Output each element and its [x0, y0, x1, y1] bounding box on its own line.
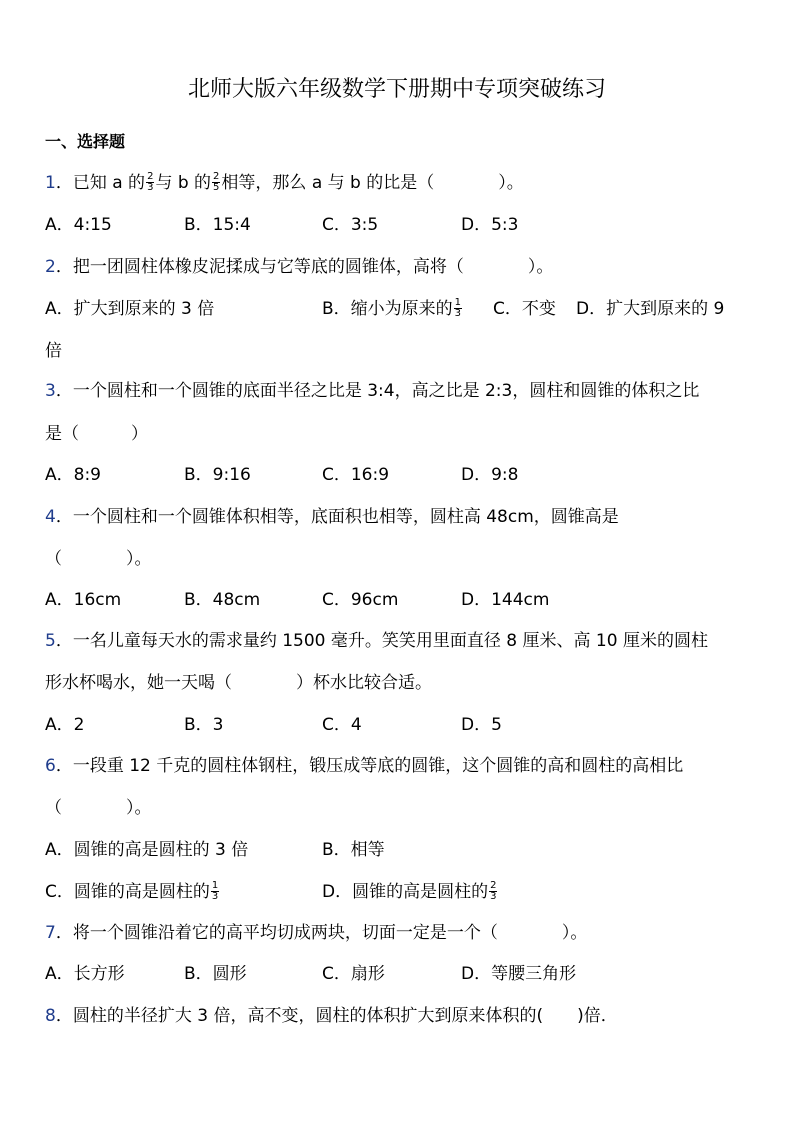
- question-2-option-d-continued: 倍: [45, 341, 62, 361]
- option-b: B．15:4: [184, 215, 251, 235]
- question-3: [45, 378, 699, 404]
- question-4-continued: （ ）。: [45, 549, 152, 569]
- option-d: D．5:3: [461, 215, 519, 235]
- question-text: ．把一团圆柱体橡皮泥揉成与它等底的圆锥体，高将（: [55, 257, 464, 277]
- question-number: 8: [45, 1006, 56, 1026]
- question-text: ．一名儿童每天水的需求量约 1500 毫升。笑笑用里面直径 8 厘米、高 10 厘米的圆柱: [55, 631, 708, 651]
- option-c: C．16:9: [322, 465, 390, 485]
- question-number: 2: [45, 257, 56, 277]
- option-c: C．3:5: [322, 215, 379, 235]
- option-a: A．扩大到原来的 3 倍: [45, 299, 215, 319]
- question-3-continued: 是（ ）: [45, 424, 148, 444]
- option-a: A．圆锥的高是圆柱的 3 倍: [45, 840, 249, 860]
- question-text: )倍．: [577, 1006, 618, 1026]
- option-d: D．扩大到原来的 9: [576, 299, 725, 319]
- question-text: 与 b 的: [155, 173, 212, 193]
- option-b: B．3: [184, 715, 224, 735]
- fraction: $\frac{1}{3}$: [211, 879, 219, 902]
- fraction: $\frac{2}{5}$: [213, 170, 220, 193]
- question-5-continued: 形水杯喝水，她一天喝（ ）杯水比较合适。: [45, 673, 432, 693]
- question-text: ．圆柱的半径扩大 3 倍，高不变，圆柱的体积扩大到原来体积的(: [55, 1006, 544, 1026]
- question-5: [45, 628, 708, 654]
- option-d: D．9:8: [461, 465, 519, 485]
- fraction: $\frac{2}{3}$: [490, 879, 497, 902]
- fraction: $\frac{2}{3}$: [147, 170, 154, 193]
- option-c: C．扇形: [322, 964, 385, 984]
- question-number: 4: [45, 507, 56, 527]
- option-c: C．圆锥的高是圆柱的 $\frac{1}{3}$: [45, 879, 219, 902]
- option-a: A．16cm: [45, 590, 122, 610]
- option-b: B．9:16: [184, 465, 251, 485]
- question-2: [45, 254, 553, 280]
- question-number: 1: [45, 173, 56, 193]
- question-text: ．一个圆柱和一个圆锥的底面半径之比是 3:4，高之比是 2:3，圆柱和圆锥的体积之比: [55, 381, 700, 401]
- option-d: D．144cm: [461, 590, 550, 610]
- option-b: B．相等: [322, 840, 385, 860]
- question-text: ）。: [498, 173, 524, 193]
- question-text: 相等，那么 a 与 b 的比是（: [221, 173, 435, 193]
- option-c: C．不变: [493, 299, 556, 319]
- question-number: 5: [45, 631, 56, 651]
- section-heading: 一、选择题: [45, 132, 126, 151]
- question-4: [45, 504, 619, 530]
- question-number: 7: [45, 923, 56, 943]
- option-a: A．4:15: [45, 215, 112, 235]
- question-6: [45, 753, 683, 779]
- question-text: ．将一个圆锥沿着它的高平均切成两块，切面一定是一个（: [55, 923, 498, 943]
- option-b: B．圆形: [184, 964, 247, 984]
- question-7: [45, 920, 587, 946]
- question-6-continued: （ ）。: [45, 798, 152, 818]
- page-title: 北师大版六年级数学下册期中专项突破练习: [187, 77, 606, 102]
- option-c: C．96cm: [322, 590, 399, 610]
- option-b: B．48cm: [184, 590, 261, 610]
- question-8: [45, 1003, 618, 1029]
- option-d: D．圆锥的高是圆柱的 $\frac{2}{3}$: [322, 879, 497, 902]
- question-number: 6: [45, 756, 56, 776]
- question-text: ）。: [561, 923, 588, 943]
- option-a: A．长方形: [45, 964, 125, 984]
- option-d: D．5: [461, 715, 502, 735]
- question-number: 3: [45, 381, 56, 401]
- option-d: D．等腰三角形: [461, 964, 577, 984]
- question-1: [45, 170, 524, 196]
- option-a: A．2: [45, 715, 85, 735]
- option-c: C．4: [322, 715, 362, 735]
- option-b: B．缩小为原来的 $\frac{1}{3}$: [322, 296, 462, 319]
- option-a: A．8:9: [45, 465, 101, 485]
- question-text: ．已知 a 的: [55, 173, 146, 193]
- question-text: ）。: [527, 257, 554, 277]
- question-text: ．一个圆柱和一个圆锥体积相等，底面积也相等，圆柱高 48cm，圆锥高是: [55, 507, 619, 527]
- fraction: $\frac{1}{3}$: [454, 296, 462, 319]
- question-text: ．一段重 12 千克的圆柱体钢柱，锻压成等底的圆锥，这个圆锥的高和圆柱的高相比: [55, 756, 684, 776]
